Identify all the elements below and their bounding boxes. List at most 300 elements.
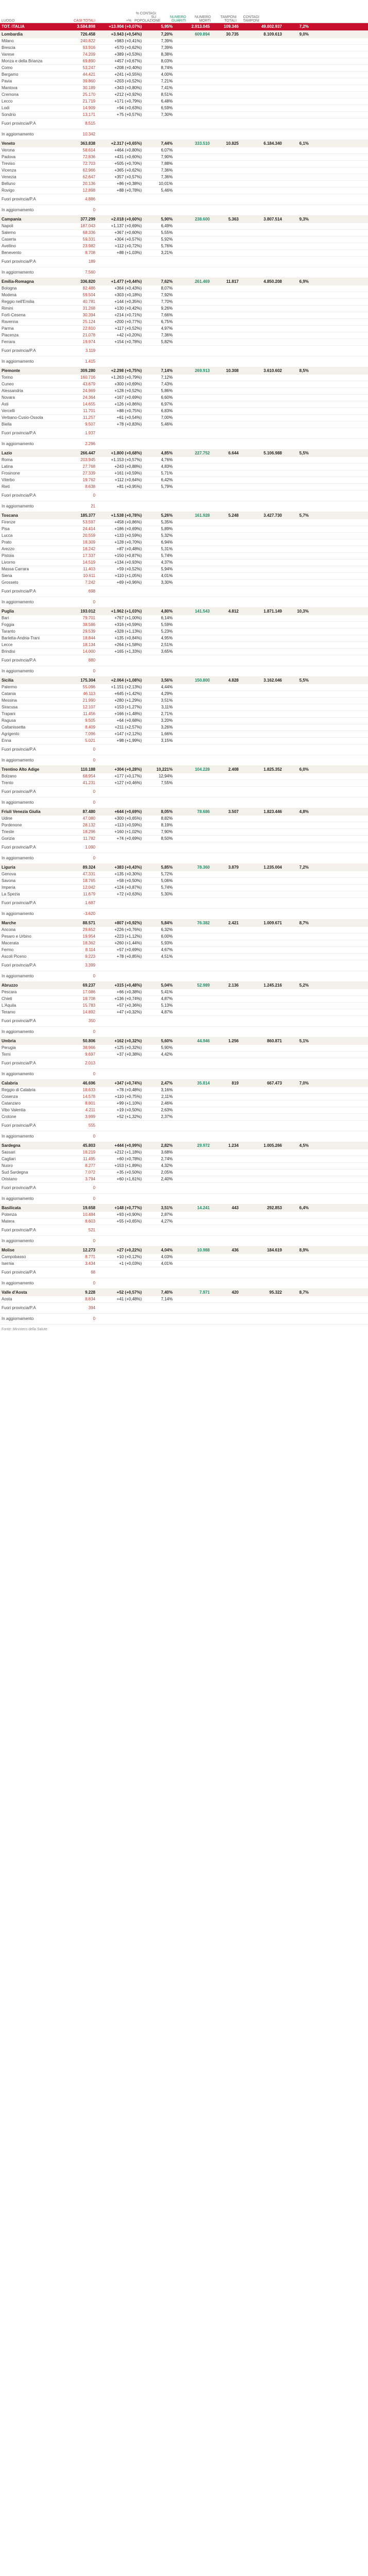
province-name: Venezia xyxy=(0,174,56,181)
province-spacer xyxy=(174,546,211,553)
province-pct: 4,97% xyxy=(143,326,174,332)
province-spacer xyxy=(283,698,310,704)
province-spacer xyxy=(310,112,339,118)
province-delta: +112 (+0,64%) xyxy=(97,477,143,484)
province-cases: 62.966 xyxy=(56,167,97,174)
province-name: Bari xyxy=(0,615,56,622)
province-name: Cagliari xyxy=(0,1156,56,1163)
province-spacer xyxy=(240,787,283,798)
province-spacer xyxy=(174,704,211,711)
region-ratio: 4,5% xyxy=(283,1142,310,1150)
region-recovered: 150.800 xyxy=(174,677,211,685)
province-spacer xyxy=(310,934,339,940)
region-tests: 184.619 xyxy=(240,1247,283,1255)
province-row xyxy=(0,642,368,649)
province-pct: 7,39% xyxy=(143,45,174,52)
region-deaths: 5.363 xyxy=(211,216,240,224)
province-row xyxy=(0,829,368,836)
province-spacer xyxy=(283,250,310,257)
province-name: In aggiornamento xyxy=(0,853,56,864)
province-spacer xyxy=(240,415,283,421)
province-pct: 10,01% xyxy=(143,181,174,188)
province-name: Pistoia xyxy=(0,553,56,560)
province-name: Sassari xyxy=(0,1149,56,1156)
province-spacer xyxy=(310,629,339,635)
province-spacer xyxy=(310,744,339,755)
province-row xyxy=(0,580,368,586)
province-spacer xyxy=(339,501,368,512)
province-pct: 8,50% xyxy=(143,836,174,842)
region-ratio: 10,3% xyxy=(283,608,310,616)
province-pct: 5,41% xyxy=(143,989,174,996)
province-spacer xyxy=(211,326,240,332)
province-spacer xyxy=(310,484,339,490)
province-name: Salerno xyxy=(0,230,56,236)
province-delta: +42 (+0,20%) xyxy=(97,332,143,339)
province-cases: 17.337 xyxy=(56,553,97,560)
province-spacer xyxy=(283,1121,310,1131)
region-row[interactable] xyxy=(0,450,368,457)
province-name: Pavia xyxy=(0,78,56,85)
province-delta: +303 (+0,18%) xyxy=(97,292,143,299)
province-spacer xyxy=(283,580,310,586)
province-delta: +300 (+0,65%) xyxy=(97,816,143,822)
province-spacer xyxy=(174,1027,211,1038)
province-spacer xyxy=(339,1100,368,1107)
province-delta xyxy=(97,1225,143,1236)
province-row xyxy=(0,1045,368,1052)
province-delta: +57 (+0,69%) xyxy=(97,947,143,954)
province-spacer xyxy=(283,842,310,853)
province-delta: +767 (+1,00%) xyxy=(97,615,143,622)
province-spacer xyxy=(283,909,310,920)
region-row[interactable] xyxy=(0,1205,368,1212)
province-delta: +1.137 (+0,69%) xyxy=(97,223,143,230)
province-name: Rovigo xyxy=(0,188,56,194)
province-spacer xyxy=(240,755,283,766)
province-row xyxy=(0,954,368,960)
province-name: Fuori provincia/P.A xyxy=(0,490,56,501)
province-spacer xyxy=(240,829,283,836)
region-row[interactable] xyxy=(0,216,368,224)
province-spacer xyxy=(240,655,283,666)
province-name: Trapani xyxy=(0,711,56,718)
province-spacer xyxy=(211,642,240,649)
province-spacer xyxy=(310,1183,339,1194)
region-row[interactable] xyxy=(0,140,368,148)
province-spacer xyxy=(310,885,339,891)
province-spacer xyxy=(339,65,368,72)
province-spacer xyxy=(339,580,368,586)
province-delta xyxy=(97,787,143,798)
province-row xyxy=(0,738,368,744)
province-spacer xyxy=(339,816,368,822)
region-tests: 1.823.446 xyxy=(240,808,283,816)
province-spacer xyxy=(310,375,339,381)
province-cases: 19.974 xyxy=(56,339,97,346)
province-spacer xyxy=(310,457,339,464)
province-spacer xyxy=(339,954,368,960)
province-spacer xyxy=(310,85,339,92)
province-spacer xyxy=(310,1045,339,1052)
province-spacer xyxy=(310,842,339,853)
province-cases: 30.189 xyxy=(56,85,97,92)
province-spacer xyxy=(283,1009,310,1016)
province-cases: 0 xyxy=(56,971,97,982)
province-spacer xyxy=(339,395,368,401)
province-spacer xyxy=(174,285,211,292)
province-pct: 5,74% xyxy=(143,885,174,891)
province-cases: 1.937 xyxy=(56,428,97,439)
region-delta: +2.317 (+0,65%) xyxy=(97,140,143,148)
province-name: Mantova xyxy=(0,85,56,92)
province-row xyxy=(0,927,368,934)
province-spacer xyxy=(211,421,240,428)
province-delta xyxy=(97,909,143,920)
province-spacer xyxy=(310,243,339,250)
province-spacer xyxy=(310,439,339,450)
region-ratio: 6,9% xyxy=(283,278,310,286)
province-spacer xyxy=(211,704,240,711)
region-ratio: 6,1% xyxy=(283,140,310,148)
region-row[interactable] xyxy=(0,1289,368,1297)
province-spacer xyxy=(211,112,240,118)
province-row xyxy=(0,118,368,129)
province-spacer xyxy=(283,666,310,677)
province-spacer xyxy=(174,118,211,129)
province-spacer xyxy=(283,1045,310,1052)
region-pct: 4,85% xyxy=(143,450,174,457)
province-spacer xyxy=(174,1149,211,1156)
province-spacer xyxy=(283,1149,310,1156)
province-spacer xyxy=(240,1094,283,1100)
province-spacer xyxy=(174,629,211,635)
province-name: Fuori provincia/P.A xyxy=(0,655,56,666)
province-delta: +88 (+1,03%) xyxy=(97,250,143,257)
province-cases: 3.794 xyxy=(56,1176,97,1183)
province-cases: 8.771 xyxy=(56,1254,97,1261)
province-spacer xyxy=(211,257,240,267)
province-spacer xyxy=(174,421,211,428)
province-spacer xyxy=(174,38,211,45)
region-row[interactable] xyxy=(0,1038,368,1045)
province-spacer xyxy=(283,711,310,718)
province-spacer xyxy=(339,684,368,691)
province-spacer xyxy=(174,98,211,105)
province-spacer xyxy=(174,194,211,205)
province-spacer xyxy=(310,1114,339,1121)
province-spacer xyxy=(310,698,339,704)
province-cases: 18.362 xyxy=(56,940,97,947)
province-spacer xyxy=(211,773,240,780)
province-pct: 4,01% xyxy=(143,1261,174,1267)
province-spacer xyxy=(339,230,368,236)
region-tests: 1.871.149 xyxy=(240,608,283,616)
province-spacer xyxy=(339,267,368,278)
province-spacer xyxy=(211,1261,240,1267)
province-spacer xyxy=(240,629,283,635)
region-tests: 1.825.352 xyxy=(240,766,283,774)
region-tests: 3.162.046 xyxy=(240,677,283,685)
province-spacer xyxy=(339,927,368,934)
region-ratio: 8,7% xyxy=(283,920,310,927)
province-spacer xyxy=(310,92,339,98)
province-delta: +505 (+0,70%) xyxy=(97,161,143,167)
province-name: In aggiornamento xyxy=(0,798,56,808)
province-pct: 6,07% xyxy=(143,147,174,154)
region-row[interactable] xyxy=(0,677,368,685)
province-row xyxy=(0,1121,368,1131)
region-row[interactable] xyxy=(0,1142,368,1150)
province-row xyxy=(0,546,368,553)
province-spacer xyxy=(310,533,339,539)
province-spacer xyxy=(240,898,283,909)
region-row[interactable] xyxy=(0,864,368,872)
province-spacer xyxy=(174,408,211,415)
province-spacer xyxy=(283,829,310,836)
province-spacer xyxy=(283,1314,310,1325)
province-spacer xyxy=(339,415,368,421)
province-spacer xyxy=(310,188,339,194)
province-name: Napoli xyxy=(0,223,56,230)
province-row xyxy=(0,1027,368,1038)
region-delta: +2.298 (+0,75%) xyxy=(97,367,143,375)
province-spacer xyxy=(339,1212,368,1218)
province-row xyxy=(0,78,368,85)
province-spacer xyxy=(211,118,240,129)
province-spacer xyxy=(310,871,339,878)
province-spacer xyxy=(211,174,240,181)
province-spacer xyxy=(211,415,240,421)
province-pct: 3,21% xyxy=(143,250,174,257)
province-cases: 8.114 xyxy=(56,947,97,954)
province-spacer xyxy=(283,52,310,58)
province-pct: 6,48% xyxy=(143,98,174,105)
province-cases: 93.916 xyxy=(56,45,97,52)
province-name: Catania xyxy=(0,691,56,698)
province-pct: 5,82% xyxy=(143,339,174,346)
region-spacer xyxy=(310,766,339,774)
province-spacer xyxy=(283,188,310,194)
region-spacer xyxy=(310,512,339,520)
province-delta: +328 (+1,13%) xyxy=(97,629,143,635)
region-row[interactable] xyxy=(0,512,368,520)
province-spacer xyxy=(283,519,310,526)
province-cases: 8.603 xyxy=(56,1218,97,1225)
province-cases: 24.364 xyxy=(56,395,97,401)
province-delta: +343 (+0,80%) xyxy=(97,85,143,92)
province-delta: +212 (+1,18%) xyxy=(97,1149,143,1156)
province-spacer xyxy=(339,787,368,798)
province-spacer xyxy=(283,395,310,401)
region-row[interactable] xyxy=(0,31,368,39)
province-spacer xyxy=(339,1194,368,1205)
province-row xyxy=(0,154,368,161)
province-name: Benevento xyxy=(0,250,56,257)
province-spacer xyxy=(240,161,283,167)
province-cases: 21.078 xyxy=(56,332,97,339)
province-spacer xyxy=(339,898,368,909)
province-spacer xyxy=(310,773,339,780)
province-name: Udine xyxy=(0,816,56,822)
province-spacer xyxy=(310,1218,339,1225)
province-name: Fuori provincia/P.A xyxy=(0,346,56,357)
province-name: Fuori provincia/P.A xyxy=(0,960,56,971)
province-cases: 72.703 xyxy=(56,161,97,167)
province-spacer xyxy=(211,78,240,85)
province-cases: 27.339 xyxy=(56,470,97,477)
table-header xyxy=(0,0,368,23)
province-pct: 2,51% xyxy=(143,642,174,649)
province-spacer xyxy=(174,1087,211,1094)
province-row xyxy=(0,1052,368,1058)
province-spacer xyxy=(339,566,368,573)
region-row[interactable] xyxy=(0,608,368,616)
region-row[interactable] xyxy=(0,766,368,774)
province-delta: +125 (+0,32%) xyxy=(97,1045,143,1052)
province-spacer xyxy=(283,615,310,622)
region-recovered: 161.928 xyxy=(174,512,211,520)
province-spacer xyxy=(240,836,283,842)
region-spacer xyxy=(339,920,368,927)
province-spacer xyxy=(283,1003,310,1009)
province-delta: +367 (+0,60%) xyxy=(97,230,143,236)
province-pct: 3,15% xyxy=(143,738,174,744)
province-spacer xyxy=(310,1009,339,1016)
province-name: Fuori provincia/P.A xyxy=(0,428,56,439)
province-spacer xyxy=(240,332,283,339)
province-spacer xyxy=(240,457,283,464)
province-spacer xyxy=(174,1163,211,1170)
province-delta xyxy=(97,257,143,267)
province-delta: +153 (+1,89%) xyxy=(97,1163,143,1170)
province-spacer xyxy=(283,118,310,129)
province-name: Siena xyxy=(0,573,56,580)
province-name: Genova xyxy=(0,871,56,878)
province-row xyxy=(0,250,368,257)
province-spacer xyxy=(283,375,310,381)
region-recovered: 104.228 xyxy=(174,766,211,774)
province-pct: 4,95% xyxy=(143,635,174,642)
province-row xyxy=(0,484,368,490)
province-spacer xyxy=(339,285,368,292)
province-cases: 18.219 xyxy=(56,1149,97,1156)
province-row xyxy=(0,339,368,346)
province-spacer xyxy=(310,635,339,642)
region-name: Molise xyxy=(0,1247,56,1255)
province-spacer xyxy=(310,339,339,346)
region-delta: +162 (+0,32%) xyxy=(97,1038,143,1045)
province-spacer xyxy=(174,580,211,586)
province-spacer xyxy=(240,909,283,920)
region-name: Marche xyxy=(0,920,56,927)
province-delta: +87 (+0,48%) xyxy=(97,546,143,553)
province-spacer xyxy=(283,357,310,367)
region-spacer xyxy=(339,808,368,816)
province-pct: 5,72% xyxy=(143,871,174,878)
region-spacer xyxy=(339,140,368,148)
province-spacer xyxy=(339,1094,368,1100)
province-spacer xyxy=(240,92,283,98)
province-pct: 7,00% xyxy=(143,415,174,421)
col-casi: CASI TOTALI xyxy=(73,19,95,23)
province-spacer xyxy=(283,822,310,829)
province-cases: 3.119 xyxy=(56,346,97,357)
province-spacer xyxy=(211,853,240,864)
province-spacer xyxy=(211,526,240,533)
province-name: Fuori provincia/P.A xyxy=(0,787,56,798)
region-row[interactable] xyxy=(0,367,368,375)
region-row[interactable] xyxy=(0,808,368,816)
province-spacer xyxy=(240,971,283,982)
province-spacer xyxy=(240,250,283,257)
region-row[interactable] xyxy=(0,982,368,990)
province-spacer xyxy=(310,597,339,608)
region-ratio: 7,0% xyxy=(283,1080,310,1088)
province-cases: 1.687 xyxy=(56,898,97,909)
province-delta: +124 (+0,87%) xyxy=(97,885,143,891)
province-spacer xyxy=(174,655,211,666)
province-spacer xyxy=(240,738,283,744)
province-spacer xyxy=(174,181,211,188)
region-pct: 3,56% xyxy=(143,677,174,685)
province-name: Vercelli xyxy=(0,408,56,415)
region-pct: 5,04% xyxy=(143,982,174,990)
province-pct xyxy=(143,798,174,808)
province-pct: 7,90% xyxy=(143,154,174,161)
province-spacer xyxy=(310,1107,339,1114)
province-spacer xyxy=(310,415,339,421)
province-name: Fuori provincia/P.A xyxy=(0,194,56,205)
province-spacer xyxy=(310,989,339,996)
region-deaths: 30.735 xyxy=(211,31,240,39)
province-pct xyxy=(143,490,174,501)
province-spacer xyxy=(211,401,240,408)
province-spacer xyxy=(310,711,339,718)
region-row[interactable] xyxy=(0,1247,368,1255)
province-spacer xyxy=(283,1027,310,1038)
province-delta: +211 (+2,57%) xyxy=(97,724,143,731)
province-row xyxy=(0,1194,368,1205)
province-spacer xyxy=(283,339,310,346)
region-delta: +644 (+0,69%) xyxy=(97,808,143,816)
province-spacer xyxy=(283,1016,310,1027)
province-row xyxy=(0,147,368,154)
province-delta xyxy=(97,1121,143,1131)
province-spacer xyxy=(339,755,368,766)
province-spacer xyxy=(211,615,240,622)
region-row[interactable] xyxy=(0,920,368,927)
province-spacer xyxy=(240,822,283,829)
region-row[interactable] xyxy=(0,1080,368,1088)
province-delta: +128 (+0,52%) xyxy=(97,388,143,395)
province-pct xyxy=(143,1303,174,1314)
region-spacer xyxy=(310,677,339,685)
province-spacer xyxy=(174,526,211,533)
province-spacer xyxy=(310,72,339,78)
province-spacer xyxy=(339,292,368,299)
region-spacer xyxy=(310,31,339,39)
province-row xyxy=(0,112,368,118)
province-spacer xyxy=(283,773,310,780)
province-spacer xyxy=(283,1131,310,1142)
province-delta: +128 (+0,70%) xyxy=(97,539,143,546)
region-row[interactable] xyxy=(0,278,368,286)
region-ratio: 6,4% xyxy=(283,1205,310,1212)
province-row xyxy=(0,1218,368,1225)
province-cases: 5.021 xyxy=(56,738,97,744)
province-spacer xyxy=(174,78,211,85)
